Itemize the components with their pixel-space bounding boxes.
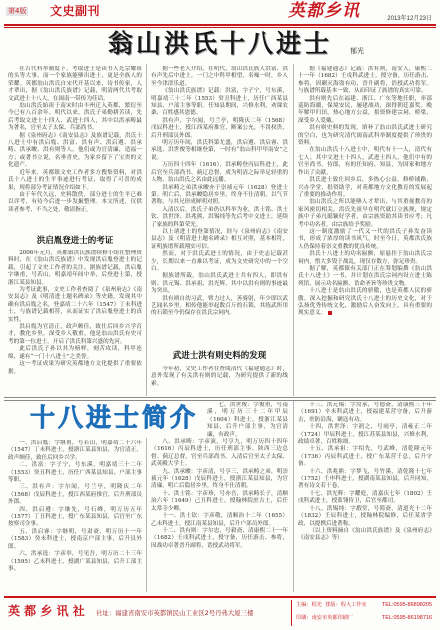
profile-entry: 十四、洪世泽：字润之，号雨亭，清雍正二年（1724）甲辰科进士，授江苏某县知县，兴修水利，政绩卓著，百姓称颂。 <box>298 424 432 446</box>
article-paragraph: 为考证此事，文史工作者查阅了《泉州府志》《南安县志》及《明清进士题名碑录》等史籍，发现其中确有洪启胤之名，登嘉靖二十六年（1547）丁未科进士，与族谱记载相符，从而证实了洪启胤登进士的真实性。 <box>8 287 142 323</box>
profile-entry: 九、洪承畯：字彦清，号亨三，洪承畴之弟，明崇祯元年（1628）戊辰科进士，授浙江某县知县，为官清廉。明亡后隐居乡里，终身不仕清朝。 <box>151 468 288 490</box>
profiles-column-3 <box>298 402 432 590</box>
title-spacer <box>151 402 207 435</box>
article-paragraph: 洪有则先后在福建、浙江、广东等地任职，率部巡防海疆，保境安民，屡建战功，深得朝廷嘉奖。晚年解甲归田，热心地方公益，捐资修建宗祠、桥梁，深受乡人爱戴。 <box>298 95 432 124</box>
profile-entry: 十二、洪有则：字尔忠，号毅斋，清康熙二十一年（1682）壬戌科武进士，授守备，历任游击、参将，因战功卓著晋升副将，诰授武功将军。 <box>151 527 288 549</box>
article-paragraph: 洪有则史料的发现，填补了翁山洪氏武进士研究的空白，也为研究清代闽南武科举制度提供了珍贵的资料。 <box>298 125 432 147</box>
header-rule <box>4 24 436 26</box>
profiles-title: 十八进士简介 <box>30 403 199 432</box>
profile-entry: 十七、洪光辉：字耀庭，清嘉庆七年（1802）壬戌科武进士，授蓝翎侍卫，后官至都司。 <box>298 490 432 505</box>
profile-entry: 十八、洪锡纯：字嘏堂，号简斋，清道光十二年（1832）壬辰科进士，授翰林院编修，后任某省学政，以提携后进著称。 <box>298 505 432 527</box>
article-paragraph: 十八进士是翁山洪氏的骄傲，也是英都人民的骄傲。深入挖掘和研究洪氏十八进士的历史文化，对于弘扬优秀传统文化，激励后人奋发向上，具有重要的现实意义。 <box>298 288 432 317</box>
edition-label: 第4版 <box>8 7 27 15</box>
article-title: 翁山洪氏十八进士 <box>107 29 332 58</box>
article-paragraph: 近年来，英都镇文史工作者多方搜集资料，对洪氏十八进士的生平事迹进行考证，取得了可喜的成果，现将部分考证情况介绍如下。 <box>8 169 142 191</box>
issue-date: 2013年12月23日 <box>387 16 432 22</box>
article-paragraph: 明万历年间，洪氏科第尤盛，洪启遵、洪启睿、洪承选、洪世俊等相继登第，一时有“翁山科甲甲南安”之说。 <box>151 140 288 161</box>
article-paragraph: 在翁山洪氏十八进士中，明代有十一人，清代有七人；其中文进士十四人，武进士四人。他们中有的官至尚书、侍郎，有的任知府、知县，为国家和地方作出了贡献。 <box>298 147 432 176</box>
article-paragraph: 今年初，文史工作者在查阅清代《福建通志》时，意外发现了有关洪有则的记载，为研究提供了新的线索。 <box>151 366 288 387</box>
article-paragraph: 这一考证成果为研究英都地方文化提供了重要依据。 <box>8 361 142 375</box>
profile-entry: 十三、洪元锡：字汝承，号德斋，清康熙三十年（1691）辛未科武进士，授福建某营守备，后升游击，驻防沿海，剿寇有功。 <box>298 402 432 423</box>
column-divider <box>146 64 147 396</box>
article-author: 郁光 <box>350 47 364 55</box>
article-paragraph: 翁山洪氏始祖于南宋时由丰州迁入英都，繁衍至今已有八百余年。明代以来，洪氏子弟勤耕苦读，先后考取文进士十四人、武进士四人，其中以洪承畴最为著名，官至太子太保、兵部尚书。 <box>8 103 142 132</box>
profile-entry: 二、洪富：字子宁，号东溪，明嘉靖三十二年（1553）癸丑科进士，历任广西某县知县、户部主事等职。 <box>8 462 142 484</box>
article-paragraph: 入清以后，洪氏子弟仍以科举为业，洪士铭、洪士钦、洪世泽、洪兆熊、洪锡纯等先后考中文进士，延续了家族的科第荣光。 <box>151 206 288 228</box>
profile-entry: 三、洪有声：字尔闻，号兰亭，明隆庆二年（1568）戊辰科进士，授江西某府推官，后升刑部员外郎。 <box>8 484 142 506</box>
profile-entry: 十、洪士铭：字彦珍，号亦吾，洪承畴长子，清顺治六年（1649）己丑科进士，授翰林院庶吉士，后任太常寺少卿。 <box>151 490 288 512</box>
footer-rule <box>4 596 436 598</box>
publisher-name: 英 都 乡 讯 社 <box>8 604 85 618</box>
profile-entry: 四、洪启遵：字继先，号石峰，明万历五年（1577）丁丑科进士，授广东某县知县，后官至广东按察司佥事。 <box>8 506 142 528</box>
profile-entry: 七、洪世俊：字俊甫，号南溪，明万历三十二年甲辰（1604）科进士，授浙江某县知县，后升户部主事，为官清廉，有政声。 <box>207 402 288 438</box>
article-paragraph: 然而，对于洪氏武进士的情况，由于史志记载甚少，长期以来一直难以考证，成为文史研究中的一个空白。 <box>151 251 288 272</box>
article-paragraph: 《翁山洪氏族谱》记载：洪富，字子宁，号东溪，明嘉靖三十二年（1553）癸丑科进士，历任广西某县知县、户部主事等职。任知县期间，兴修水利，劝课农桑，百姓感其恩德。 <box>151 88 288 117</box>
article-column-2-top <box>151 66 288 346</box>
article-paragraph: 此后洪氏子孙以其为榜样，刻苦攻读，科甲连绵，遂有“一门十八进士”之美誉。 <box>8 346 142 360</box>
column-divider <box>293 64 294 396</box>
article-paragraph: 据《泉州府志》《南安县志》及族谱记载，洪氏十八进士中有洪启胤、洪富、洪有声、洪启遵、洪承畴、洪承畯、洪有则等人。他们或为官清廉，造福一方；或著书立说，名垂青史，为家乡留下了宝贵的文化遗产。 <box>8 132 142 169</box>
profile-entry: 五、洪启睿：字继明，号肃斋，明万历十一年（1583）癸未科进士，授南京户部主事，后升员外郎。 <box>8 528 142 550</box>
masthead-logo: 英都乡讯 <box>288 1 360 21</box>
article-column-1-top <box>8 66 142 232</box>
profile-entry: 一、洪启胤：字继甫，号若山，明嘉靖二十六年（1547）丁未科进士，授浙江某县知县，为官清正，政声颇佳，致仕后回乡兴学。 <box>8 440 142 461</box>
article-paragraph: 洪有则自幼习武，臂力过人，善骑射，年少即以武艺闻名乡里。相传他能举起数百斤的石锁，其练武所用的石锁至今仍保存在洪氏宗祠内。 <box>151 295 288 317</box>
profiles-column-1 <box>8 440 142 590</box>
article-paragraph: 洪启胤为官清正，政声颇佳，致仕后回乡兴学育才，教化乡里，深受乡人敬重。他是翁山洪氏有史可考的第一位进士，开启了洪氏科第兴盛的先河。 <box>8 324 142 345</box>
profile-entry: 六、洪承选：字彦举，号见吾，明万历二十三年（1595）乙未科进士，授湖广某县知县，后升工部主事。 <box>8 551 142 572</box>
editor-line: 主编：程光 排版：程大工作室 <box>296 602 367 608</box>
subheading-hong-qiyin: 洪启胤登进士的考证 <box>36 236 114 246</box>
article-column-2-bottom <box>151 366 288 395</box>
article-paragraph: 由于年代久远，史料散佚，部分进士的生平已难以详考，有待今后进一步发掘整理。本文所述，仅供读者参考，不当之处，敬请指正。 <box>8 191 142 213</box>
article-paragraph: 洪承畴之弟洪承畯亦于崇祯元年（1628）登进士第。明亡后，洪承畯隐居乡里，终身不仕清朝，以气节著称，与其兄形成鲜明对照。 <box>151 184 288 206</box>
profile-entry: 十六、洪兆熊：字梦飞，号竹溪，清乾隆十七年（1752）壬申科进士，授湖南某县知县，后升同知，著有诗文若干卷。 <box>298 468 432 490</box>
article-paragraph: 据《福建通志》记载：洪有则，南安人，康熙二十一年（1682）壬戌科武进士，授守备，历任游击、参将，因剿灭海盗有功，晋升副将，诰授武功将军。与族谱所载基本一致，从而印证了族谱的真实可靠。 <box>298 66 432 95</box>
column-divider <box>293 401 294 592</box>
article-paragraph: 在古代科举制度下，考取进士是读书人光宗耀祖的头等大事，而一个家族能够出进士，更是全族人的荣耀。英都翁山洪氏自宋代开基以来，诗书传家，人才辈出，据《翁山洪氏族谱》记载，明清两代共考取文武进士十八人，在闽南一带传为佳话。 <box>8 66 142 102</box>
article-column-3 <box>298 66 432 395</box>
article-paragraph: 以上诸进士的登第情况，经与《泉州府志》《南安县志》及《明清进士题名碑录》相互对照，基本相符，证明族谱所载翔实可信。 <box>151 228 288 250</box>
article-paragraph: 据一些老人介绍，在明代，翁山洪氏族人洪富、洪有声先后中进士，一门之中科甲相望，名噪一时，乡人至今津津乐道。 <box>151 66 288 87</box>
column-divider <box>146 438 147 592</box>
article-paragraph: 2006年元月，英都镇洪氏族谱续修小组在整理资料时，在《翁山洪氏族谱》中发现洪启胤登进士的记载，引起了文史工作者的关注。据族谱记载，洪启胤字继甫，号若山，明嘉靖年间中举，后登进士第，授浙江某县知县。 <box>8 250 142 286</box>
article-paragraph: 翁山洪氏之所以能够人才辈出，与其重视教育的家风密切相关。洪氏先祖早在明代就订立族规，规定族中子弟凡聪颖好学者，由宗族资助其读书应考；凡考中功名者，由宗族给予奖励。 <box>298 199 432 228</box>
article-paragraph: 据族谱所载，翁山洪氏武进士共有四人，即洪有则、洪元锡、洪承祖、洪光辉，其中以洪有则的事迹最为突出。 <box>151 273 288 295</box>
editor-phone: TEL:0595-86898205 <box>381 602 432 608</box>
printer-line: 印刷：南安市英都印刷厂 <box>296 615 354 621</box>
section-title: 文史副刊 <box>50 4 101 18</box>
profiles-column-2 <box>151 402 288 590</box>
article-paragraph: 万历四十四年（1616），洪承畴登丙辰科进士，此后官至兵部尚书、蓟辽总督，成为明清之际举足轻重的人物，翁山洪氏之名由此远播。 <box>151 162 288 184</box>
article-paragraph: 洪氏十八进士的功名匾额，原悬挂于翁山洪氏宗祠内，惜大多毁于战乱，现仅存数方，弥足珍贵。 <box>298 251 432 265</box>
article-column-1-bottom <box>8 250 142 395</box>
footer-divider <box>291 600 292 626</box>
article-paragraph: 洪氏进士致仕回乡后，多热心公益，修桥铺路，兴办学堂，捐资助学，对英都地方文化教育的发展起了重要的推动作用。 <box>298 177 432 198</box>
article-paragraph: 据了解，英都镇有关部门正在筹划编撰《翁山洪氏十八进士》一书，并计划在洪氏宗祠内设立进士陈列馆，展示功名匾额、诰命圣旨等珍贵文物。 <box>298 265 432 287</box>
profile-entry: （以上资料摘自《翁山洪氏族谱》及《泉州府志》《南安县志》等） <box>298 527 432 542</box>
profile-entry: 八、洪承畴：字彦演，号亨九，明万历四十四年（1616）丙辰科进士，历任刑部主事、陕西三边总督、蓟辽总督，官至兵部尚书。入清后官至太子太保、武英殿大学士。 <box>151 439 288 468</box>
article-paragraph: 洪有声，字尔闻，号兰亭，明隆庆二年（1568）戊辰科进士，授江西某府推官，断案公允，不畏权贵，后升刑部员外郎。 <box>151 117 288 139</box>
printer-phone: TEL:0595-86198716 <box>381 615 432 621</box>
section-separator <box>4 397 436 398</box>
publisher-address: 社址：福建省南安市英都镇民山工业区2号丹弗大厦三楼 <box>96 609 254 617</box>
profile-entry: 十一、洪士钦：字彦敬，清顺治十二年（1655）乙未科进士，授江南某县知县，后升户部员外郎。 <box>151 513 288 527</box>
subheading-hong-youze: 武进士洪有则史料的发现 <box>172 351 267 361</box>
section-separator-thin <box>4 400 436 401</box>
article-paragraph: 这一制度激励了一代又一代的洪氏子孙发奋读书，形成了浓厚的读书风气。时至今日，英都洪氏族人仍保持着崇文重教的优良传统。 <box>298 228 432 250</box>
profile-entry: 十五、洪承祖：字绍先，号武峰，清乾隆元年（1736）丙辰科武进士，授广东某营千总，后升守备。 <box>298 446 432 468</box>
